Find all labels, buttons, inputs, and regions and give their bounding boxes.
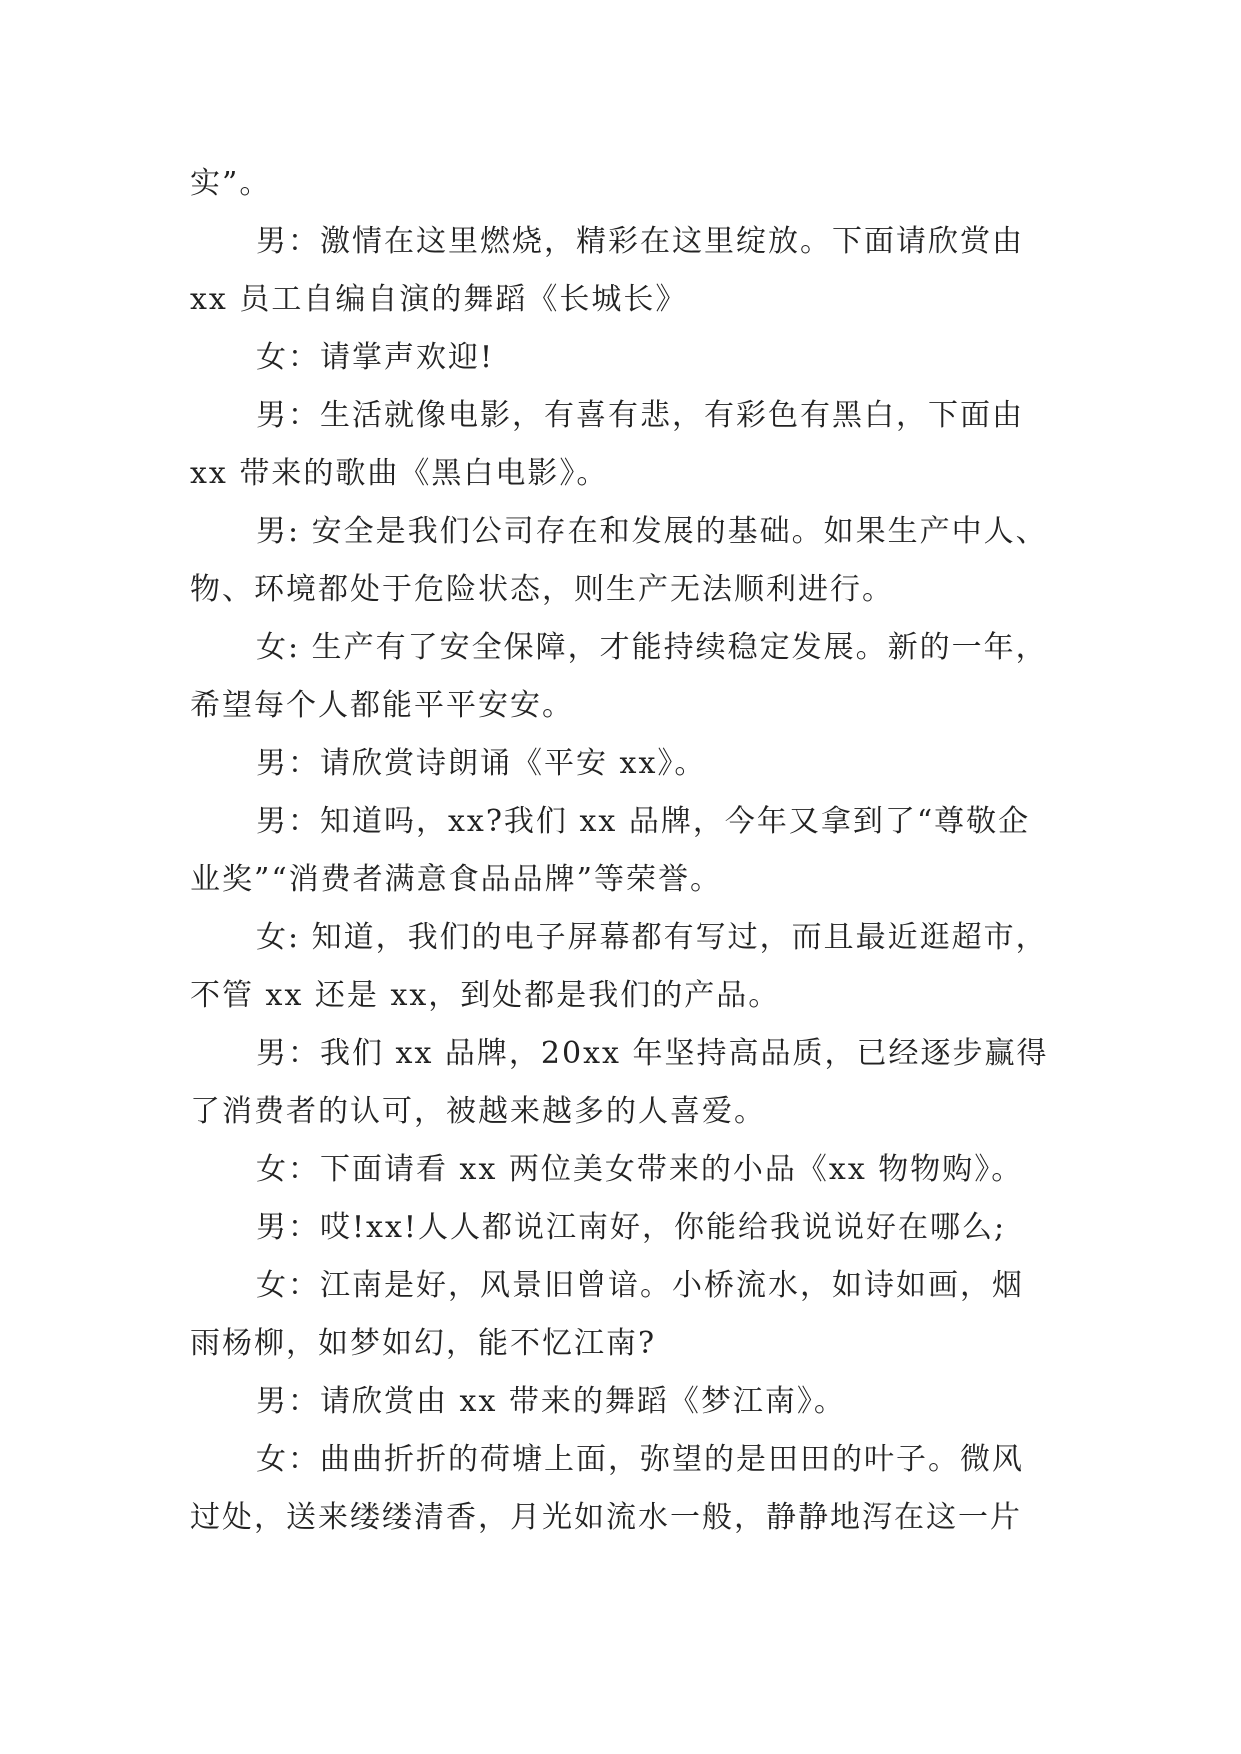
text-line: 男：激情在这里燃烧，精彩在这里绽放。下面请欣赏由 <box>256 224 1024 259</box>
text-line: 物、环境都处于危险状态，则生产无法顺利进行。 <box>190 572 894 607</box>
text-line: xx 带来的歌曲《黑白电影》。 <box>190 456 609 491</box>
text-line: 男：我们 xx 品牌，20xx 年坚持高品质，已经逐步赢得 <box>256 1036 1049 1071</box>
text-line: 了消费者的认可，被越来越多的人喜爱。 <box>190 1094 766 1129</box>
text-line: 女：请掌声欢迎! <box>256 340 495 375</box>
text-line: 男：生活就像电影，有喜有悲，有彩色有黑白，下面由 <box>256 398 1024 433</box>
text-line: 女: 知道，我们的电子屏幕都有写过，而且最近逛超市， <box>256 920 1048 955</box>
text-line: 业奖”“消费者满意食品品牌”等荣誉。 <box>190 862 723 897</box>
text-line: 女：曲曲折折的荷塘上面，弥望的是田田的叶子。微风 <box>256 1442 1024 1477</box>
text-line: 实”。 <box>190 166 272 201</box>
text-line: 女：江南是好，风景旧曾谙。小桥流水，如诗如画，烟 <box>256 1268 1024 1303</box>
text-line: 男：请欣赏由 xx 带来的舞蹈《梦江南》。 <box>256 1384 846 1419</box>
text-line: 雨杨柳，如梦如幻，能不忆江南? <box>190 1326 657 1361</box>
text-line: 女: 生产有了安全保障，才能持续稳定发展。新的一年， <box>256 630 1048 665</box>
text-line: 希望每个人都能平平安安。 <box>190 688 574 723</box>
text-line: 过处，送来缕缕清香，月光如流水一般，静静地泻在这一片 <box>190 1500 1022 1535</box>
text-line: xx 员工自编自演的舞蹈《长城长》 <box>190 282 688 317</box>
text-line: 男：请欣赏诗朗诵《平安 xx》。 <box>256 746 707 781</box>
text-line: 男：哎!xx!人人都说江南好，你能给我说说好在哪么; <box>256 1210 1007 1245</box>
text-line: 男: 安全是我们公司存在和发展的基础。如果生产中人、 <box>256 514 1048 549</box>
text-line: 不管 xx 还是 xx，到处都是我们的产品。 <box>190 978 781 1013</box>
text-line: 男：知道吗，xx?我们 xx 品牌，今年又拿到了“尊敬企 <box>256 804 1031 839</box>
document-page <box>190 155 1060 1547</box>
text-line: 女：下面请看 xx 两位美女带来的小品《xx 物物购》。 <box>256 1152 1024 1187</box>
